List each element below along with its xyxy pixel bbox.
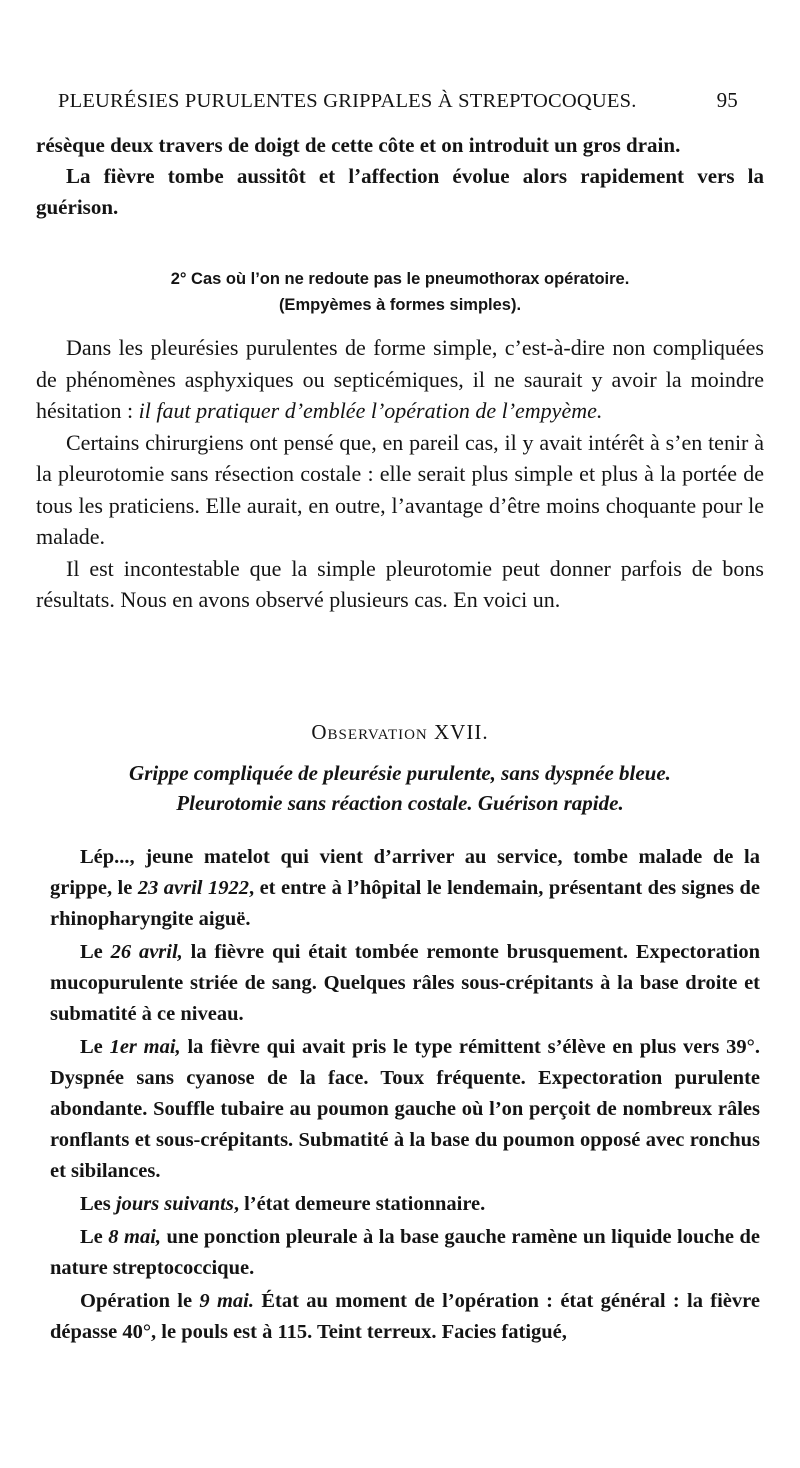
body-text [36,332,764,616]
obs-p5-text-a: Le [80,1226,109,1248]
observation-text [50,842,760,1350]
section-heading-line-2: (Empyèmes à formes simples). [278,296,522,314]
body-paragraph-3: Il est incontestable que la simple pleurotomie peut donner parfois de bons résultats. Nous en avons observé plusieurs cas. En voici un. [36,555,764,612]
obs-p3-date: 1er mai, [109,1036,181,1058]
obs-p4-text-b: , l’état demeure stationnaire. [233,1193,486,1215]
obs-p4-italic: jours suivants [115,1193,234,1215]
section-heading [60,266,740,318]
obs-p5-text-b: une ponction pleurale à la base gauche ramène un liquide louche de nature streptococcique. [50,1226,760,1279]
obs-p1-text-b: , et entre à l’hôpital le lendemain, présentant des signes de rhinopharyngite aiguë. [50,877,761,930]
observation-paragraph-6 [50,1286,760,1348]
observation-paragraph-5 [50,1222,760,1284]
obs-p2-text-b: la fièvre qui était tombée remonte brusquement. Expectoration mucopurulente striée de sang. Quelques râles sous-crépitants à la base droite et submatité à ce niveau. [50,941,760,1025]
obs-p3-text-b: la fièvre qui avait pris le type rémittent s’élève en plus vers 39°. Dyspnée sans cyanose de la face. Toux fréquente. Expectoration purulente abondante. Souffle tubaire au poumon gauche où l’on perçoit de nombreux râles ronflants et sous-crépitants. Submatité à la base du poumon opposé avec ronchus et sibilances. [50,1036,760,1182]
intro-paragraph-1: résèque deux travers de doigt de cette côte et on introduit un gros drain. [36,133,681,157]
body-p1-text: Dans les pleurésies purulentes de forme simple, c’est-à-dire non compliquées de phénomènes asphyxiques ou septicémiques, il ne saurait y avoir la moindre hésitation : [36,335,764,423]
obs-p3-text-a: Le [80,1036,110,1058]
obs-p6-text-a: Opération le [80,1290,200,1312]
obs-p1-date: 23 avril 1922 [137,877,249,899]
page-number: 95 [716,88,738,112]
intro-paragraph-2: La fièvre tombe aussitôt et l’affection évolue alors rapidement vers la guérison. [36,164,764,219]
body-paragraph-1 [36,332,764,427]
obs-p4-text-a: Les [80,1193,116,1215]
obs-p2-date: 26 avril, [110,941,183,963]
observation-paragraph-3 [50,1032,760,1187]
observation-subtitle [36,758,764,818]
observation-paragraph-2 [50,937,760,1030]
obs-p6-date: 9 mai. [199,1290,254,1312]
observation-paragraph-1 [50,842,760,935]
obs-p5-date: 8 mai, [108,1226,162,1248]
running-header [58,88,738,113]
observation-paragraph-4 [50,1189,760,1220]
intro-text [36,130,764,223]
obs-p2-text-a: Le [80,941,111,963]
running-title: PLEURÉSIES PURULENTES GRIPPALES À STREPTOCOQUES. [58,90,637,112]
body-paragraph-2: Certains chirurgiens ont pensé que, en pareil cas, il y avait intérêt à s’en tenir à la pleurotomie sans résection costale : elle serait plus simple et plus à la portée de tous les praticiens. Elle aurait, en outre, l’avantage d’être moins choquante pour le malade. [36,429,764,549]
obs-p6-text-b: État au moment de l’opération : état général : la fièvre dépasse 40°, le pouls est à 115. Teint terreux. Facies fatigué, [50,1290,760,1343]
section-heading-line-1: 2° Cas où l’on ne redoute pas le pneumothorax opératoire. [170,270,630,288]
observation-subtitle-line-1: Grippe compliquée de pleurésie purulente, sans dyspnée bleue. [129,761,671,785]
obs-p1-text-a: Lép..., jeune matelot qui vient d’arriver au service, tombe malade de la grippe, le [50,846,760,899]
observation-subtitle-line-2: Pleurotomie sans réaction costale. Guérison rapide. [176,791,624,815]
body-p1-emphasis: il faut pratiquer d’emblée l’opération de l’empyème. [138,398,603,423]
observation-title: Observation XVII. [311,720,489,744]
